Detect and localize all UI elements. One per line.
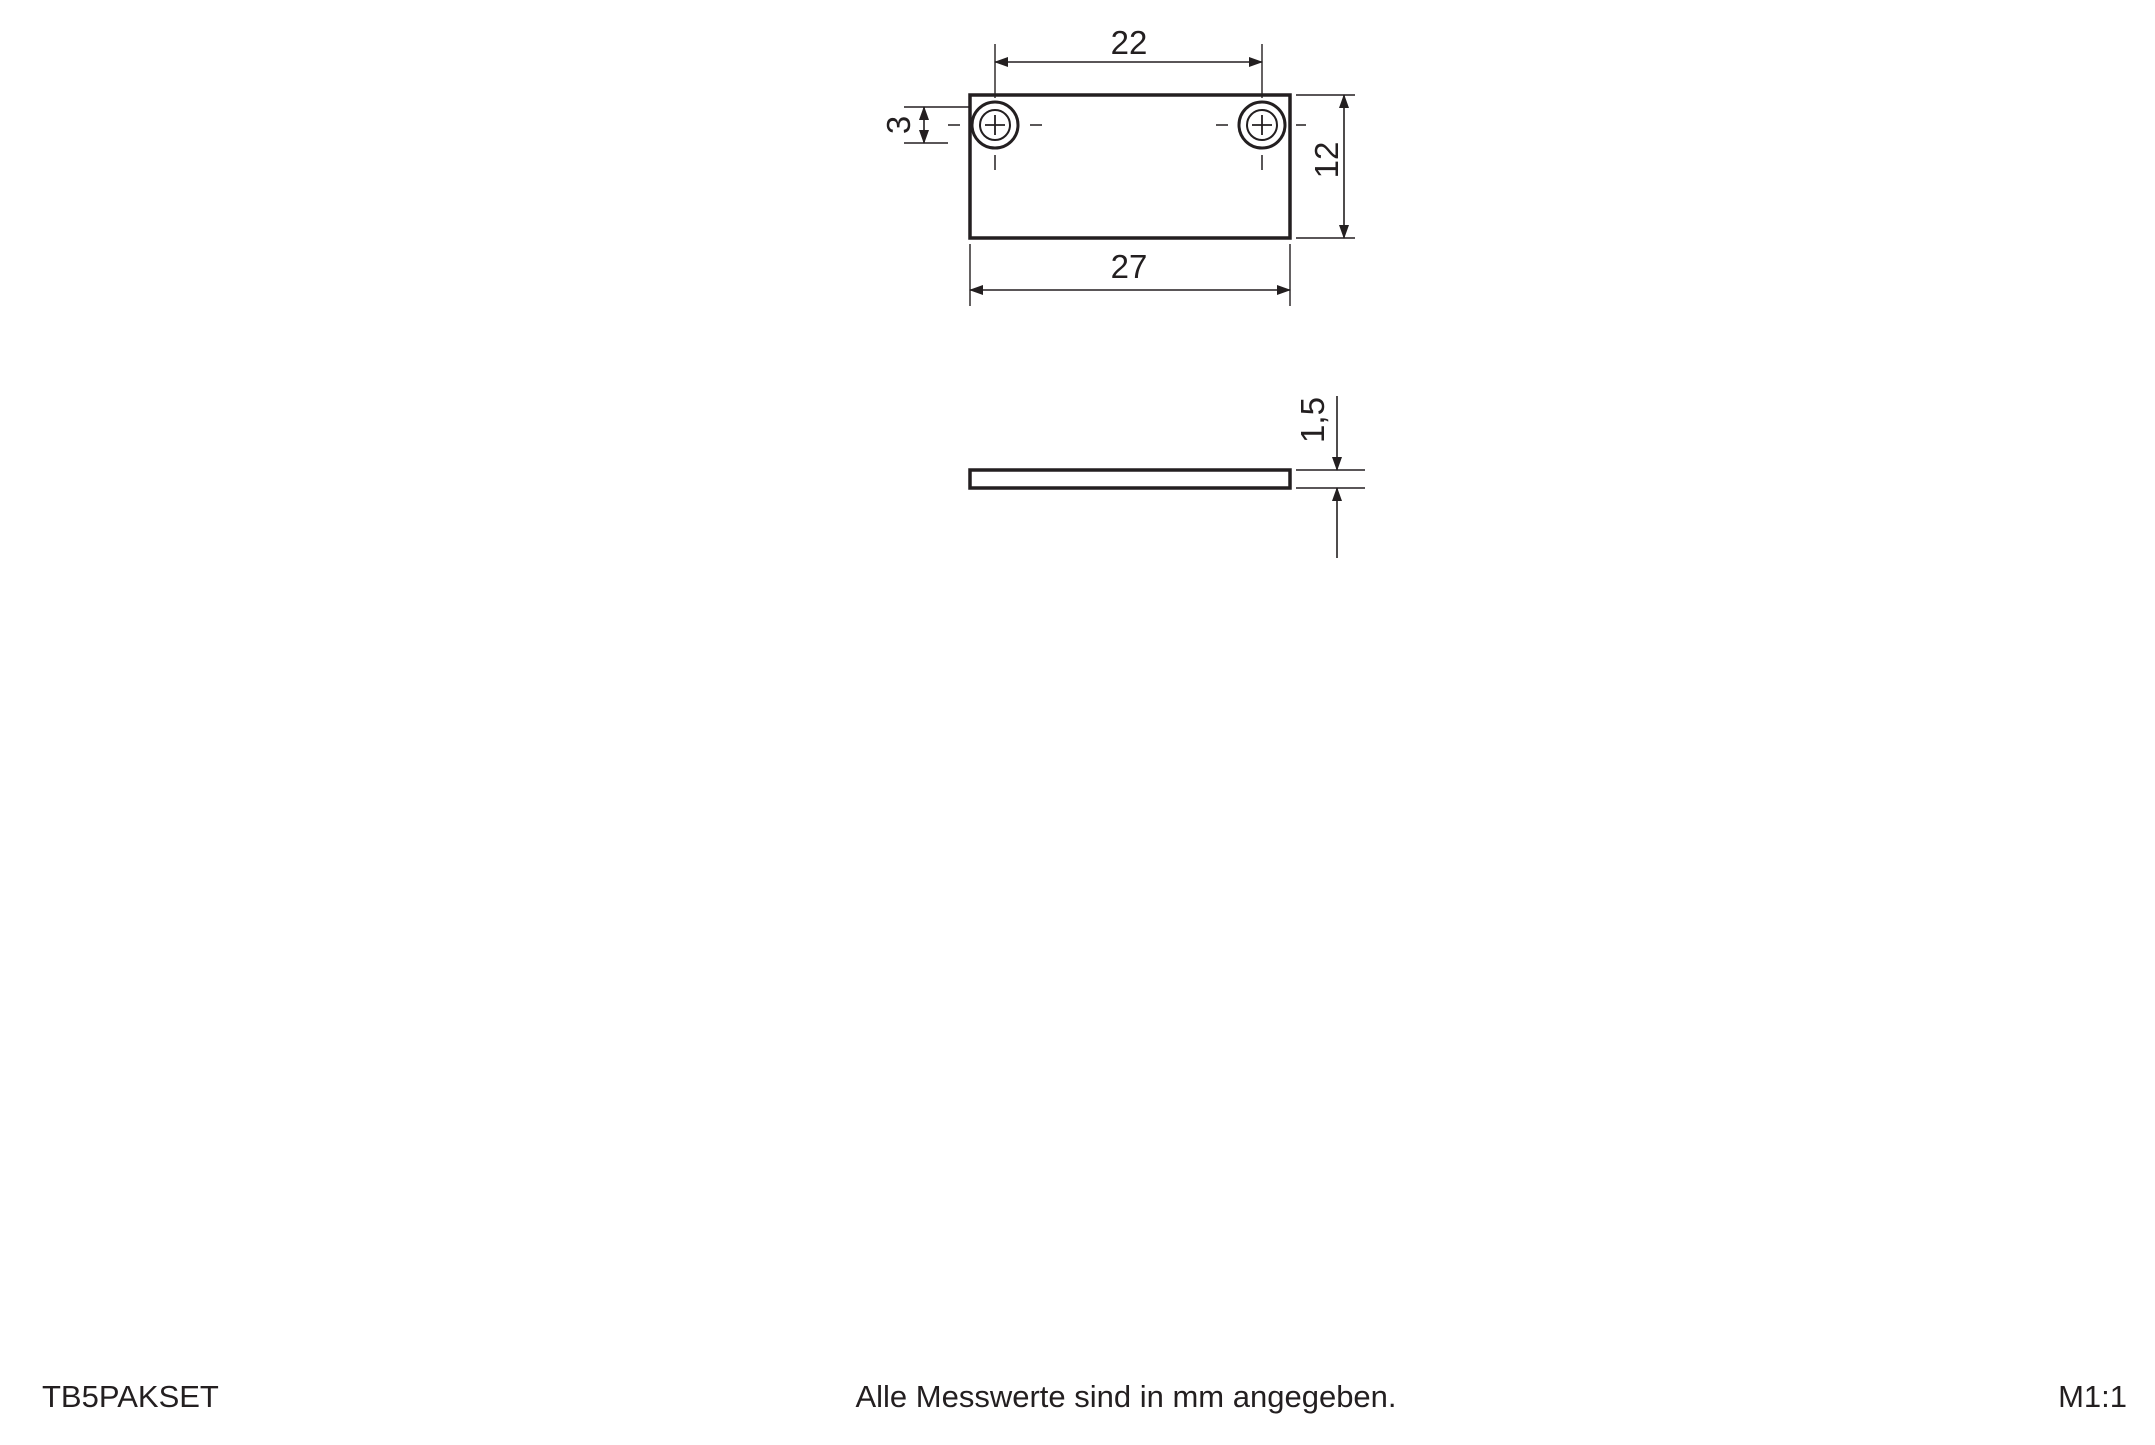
label-hole-spacing: 22 xyxy=(1110,24,1148,61)
units-note: Alle Messwerte sind in mm angegeben. xyxy=(855,1379,1397,1414)
label-thickness: 1,5 xyxy=(1294,397,1331,443)
label-length: 27 xyxy=(1110,248,1148,285)
label-height: 12 xyxy=(1308,141,1345,179)
mounting-hole-left xyxy=(948,102,1042,170)
scale-label: M1:1 xyxy=(2058,1379,2127,1414)
label-hole-offset: 3 xyxy=(880,115,917,135)
part-number: TB5PAKSET xyxy=(42,1379,219,1414)
plate-outline-side xyxy=(970,470,1290,488)
mounting-hole-right xyxy=(1216,102,1306,170)
